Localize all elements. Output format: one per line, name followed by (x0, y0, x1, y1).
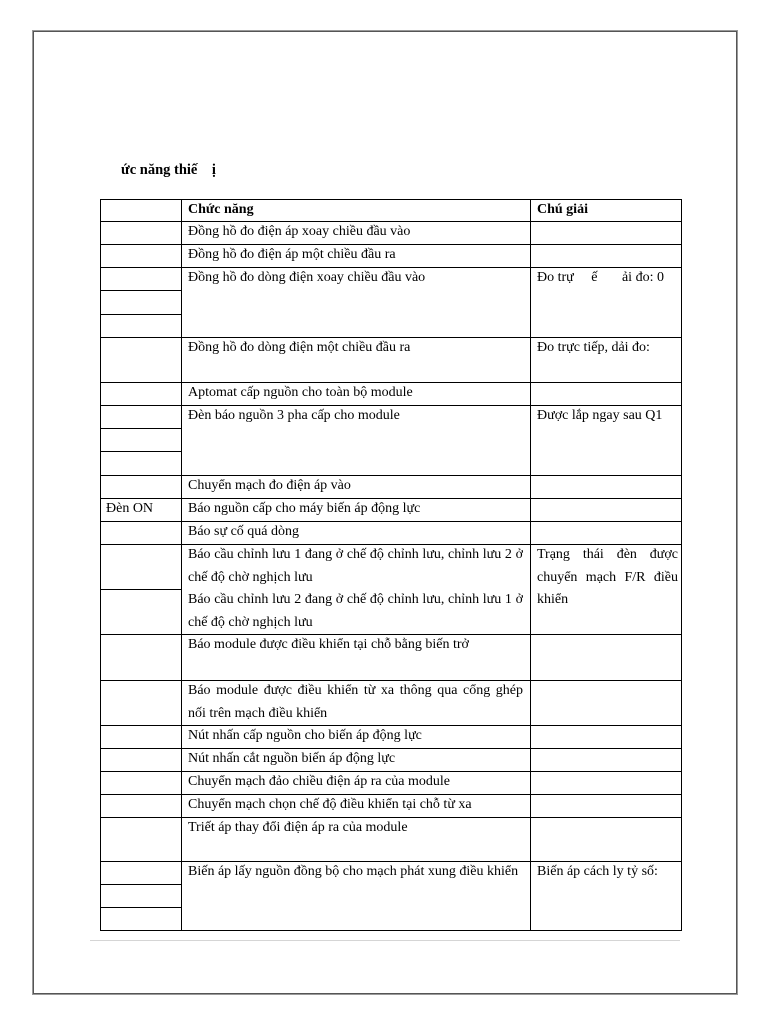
table-row-divider (100, 589, 181, 590)
table-row-divider (530, 244, 682, 245)
table-row-divider (100, 748, 181, 749)
table-row-divider (100, 475, 181, 476)
function-name-cell: Đồng hồ đo điện áp một chiều đầu ra (188, 247, 396, 262)
table-row-divider (100, 725, 181, 726)
note-cell: Trạng thái đèn được chuyển mạch F/R điều khiển (537, 547, 678, 607)
table-row-divider (530, 475, 682, 476)
function-name-cell: Nút nhấn cắt nguồn biến áp động lực (188, 751, 396, 766)
note-cell: Đo trự ế ải đo: 0 (537, 270, 664, 285)
table-row-divider (530, 930, 682, 931)
table-row-divider (530, 521, 682, 522)
table-row-divider (100, 771, 181, 772)
function-name-cell: Báo cầu chỉnh lưu 2 đang ở chế độ chỉnh lưu, chỉnh lưu 1 ở chế độ chờ nghịch lưu (188, 592, 523, 630)
table-row-divider (100, 405, 181, 406)
table-row-divider (530, 382, 682, 383)
table-row-divider (100, 221, 181, 222)
table-row-divider (100, 861, 181, 862)
table-row-divider (530, 680, 682, 681)
table-row-divider (100, 337, 181, 338)
table-column-divider (530, 199, 531, 931)
function-name-cell: Aptomat cấp nguồn cho toàn bộ module (188, 385, 413, 400)
table-row-divider (100, 521, 181, 522)
table-row-divider (100, 794, 181, 795)
function-name-cell: Chuyển mạch đo điện áp vào (188, 478, 351, 493)
table-row-divider (530, 771, 682, 772)
function-name-cell: Nút nhấn cấp nguồn cho biến áp động lực (188, 728, 422, 743)
table-row-divider (100, 428, 181, 429)
table-column-divider (681, 199, 682, 931)
table-row-divider (530, 817, 682, 818)
table-row-divider (100, 907, 181, 908)
row-label-cell: Đèn ON (106, 501, 154, 516)
table-row-divider (100, 884, 181, 885)
footer-rule (90, 940, 680, 941)
table-column-divider (100, 199, 101, 931)
table-row-divider (100, 290, 181, 291)
table-row-divider (100, 544, 181, 545)
table-row-divider (100, 382, 181, 383)
table-row-divider (100, 680, 181, 681)
table-row-divider (100, 314, 181, 315)
function-name-cell: Đồng hồ đo dòng điện một chiều đầu ra (188, 340, 411, 355)
section-heading: ức năng thiế ị (121, 162, 216, 178)
function-name-cell: Báo sự cố quá dòng (188, 524, 300, 539)
note-cell: Biến áp cách ly tỷ số: (537, 864, 658, 879)
table-row-divider (100, 451, 181, 452)
function-name-cell: Chuyển mạch đảo chiều điện áp ra của module (188, 774, 451, 789)
note-cell: Đo trực tiếp, dải đo: (537, 340, 650, 355)
table-row-divider (100, 244, 181, 245)
table-row-divider (100, 199, 181, 200)
table-row-divider (100, 267, 181, 268)
function-name-cell: Đèn báo nguồn 3 pha cấp cho module (188, 408, 400, 423)
table-row-divider (181, 930, 530, 931)
table-row-divider (530, 748, 682, 749)
table-row-divider (530, 498, 682, 499)
function-name-cell: Đồng hồ đo điện áp xoay chiều đầu vào (188, 224, 411, 239)
table-column-divider (181, 199, 182, 931)
note-cell: Được lắp ngay sau Q1 (537, 408, 663, 423)
table-row-divider (530, 794, 682, 795)
function-name-cell: Chuyển mạch chọn chế độ điều khiển tại chỗ từ xa (188, 797, 472, 812)
table-row-divider (530, 725, 682, 726)
table-row-divider (100, 817, 181, 818)
function-name-cell: Biến áp lấy nguồn đồng bộ cho mạch phát xung điều khiển (188, 864, 519, 879)
table-row-divider (530, 634, 682, 635)
function-name-cell: Triết áp thay đổi điện áp ra của module (188, 820, 408, 835)
column-header-note: Chú giải (537, 202, 588, 217)
function-name-cell: Báo cầu chỉnh lưu 1 đang ở chế độ chỉnh lưu, chỉnh lưu 2 ở chế độ chờ nghịch lưu (188, 547, 523, 585)
table-row-divider (100, 930, 181, 931)
function-name-cell: Báo nguồn cấp cho máy biến áp động lực (188, 501, 421, 516)
function-name-cell: Báo module được điều khiển từ xa thông qua cổng ghép nối trên mạch điều khiển (188, 683, 523, 721)
column-header-function: Chức năng (188, 202, 254, 217)
function-name-cell: Đồng hồ đo dòng điện xoay chiều đầu vào (188, 270, 426, 285)
function-name-cell: Báo module được điều khiển tại chỗ bằng biến trở (188, 637, 469, 652)
table-row-divider (100, 634, 181, 635)
